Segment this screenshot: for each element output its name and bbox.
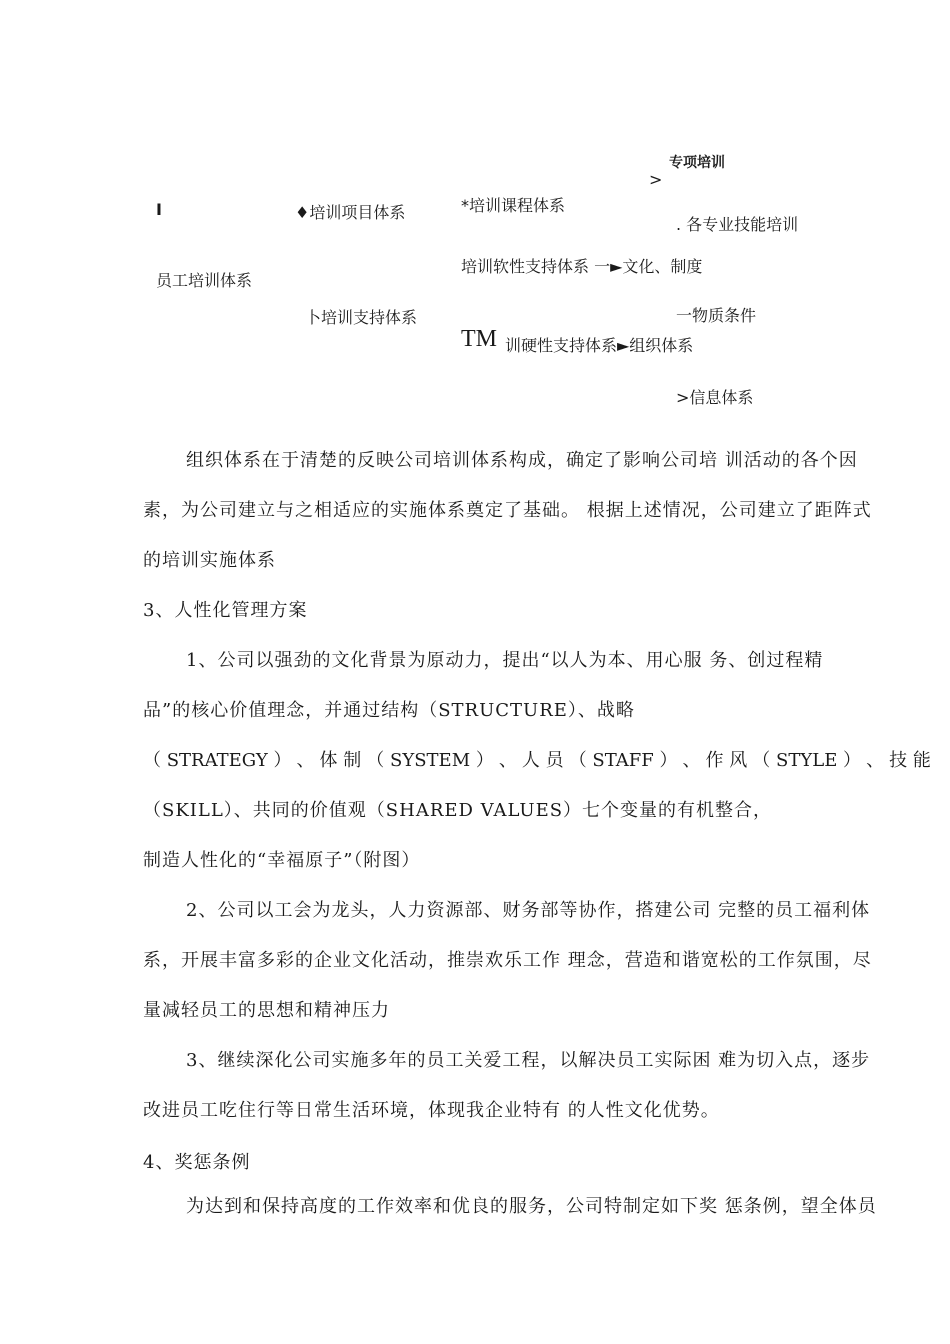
diagram-tm-mark: TM (461, 326, 497, 352)
section-heading: 3、人性化管理方案 (143, 600, 308, 621)
diagram-arrow: > (649, 170, 663, 189)
diagram-course-system: *培训课程体系 (461, 196, 566, 215)
token: 体 制 (319, 750, 362, 771)
diagram-special-training: 专项培训 (669, 155, 725, 171)
diagram-root-label: 员工培训体系 (156, 271, 253, 290)
paragraph-line: 1、公司以强劲的文化背景为原动力，提出“以人为本、用心服 务、创过程精 (186, 650, 824, 671)
token: （ STAFF ） (568, 750, 678, 771)
paragraph-line: 量减轻员工的思想和精神压力 (143, 1000, 390, 1021)
diagram-soft-support: 培训软性支持体系 一►文化、制度 (461, 257, 703, 276)
section-heading: 4、奖惩条例 (143, 1152, 251, 1173)
token: 技 能 (889, 750, 931, 771)
token: 作 风 (705, 750, 748, 771)
diagram-marker: I (156, 200, 162, 219)
paragraph-line: 的培训实施体系 (143, 550, 276, 571)
token: （ STRATEGY ） (143, 750, 292, 771)
token: 、 (498, 750, 517, 771)
paragraph-line: 制造人性化的“幸福原子”（附图） (143, 850, 421, 871)
diagram-hard-support: 训硬性支持体系►组织体系 (505, 336, 694, 355)
token: （ STYLE ） (752, 750, 862, 771)
paragraph-line: 组织体系在于清楚的反映公司培训体系构成，确定了影响公司培 训活动的各个因 (186, 450, 858, 471)
token: 人 员 (521, 750, 564, 771)
diagram-material: 一物质条件 (676, 306, 757, 325)
paragraph-line: 系，开展丰富多彩的企业文化活动，推崇欢乐工作 理念，营造和谐宽松的工作氛围，尽 (143, 950, 872, 971)
paragraph-line: 素，为公司建立与之相适应的实施体系奠定了基础。 根据上述情况，公司建立了距阵式 (143, 500, 872, 521)
diagram-info-system: >信息体系 (676, 388, 754, 407)
paragraph-line: 2、公司以工会为龙头，人力资源部、财务部等协作，搭建公司 完整的员工福利体 (186, 900, 871, 921)
token: 、 (682, 750, 701, 771)
diagram-support-system: 卜培训支持体系 (305, 308, 418, 327)
paragraph-line: 品”的核心价值理念，并通过结构（STRUCTURE）、战略 (143, 700, 635, 721)
paragraph-line: 3、继续深化公司实施多年的员工关爱工程，以解决员工实际困 难为切入点，逐步 (186, 1050, 871, 1071)
justified-line (143, 752, 931, 770)
diagram-project-system: ♦培训项目体系 (295, 203, 406, 222)
paragraph-line: （SKILL）、共同的价值观（SHARED VALUES）七个变量的有机整合， (143, 800, 773, 821)
paragraph-line: 改进员工吃住行等日常生活环境，体现我企业特有 的人性文化优势。 (143, 1100, 720, 1121)
token: 、 (866, 750, 885, 771)
token: （ SYSTEM ） (366, 750, 494, 771)
diagram-skill-training: . 各专业技能培训 (676, 215, 799, 234)
paragraph-line: 为达到和保持高度的工作效率和优良的服务，公司特制定如下奖 惩条例，望全体员 (186, 1196, 877, 1217)
token: 、 (296, 750, 315, 771)
